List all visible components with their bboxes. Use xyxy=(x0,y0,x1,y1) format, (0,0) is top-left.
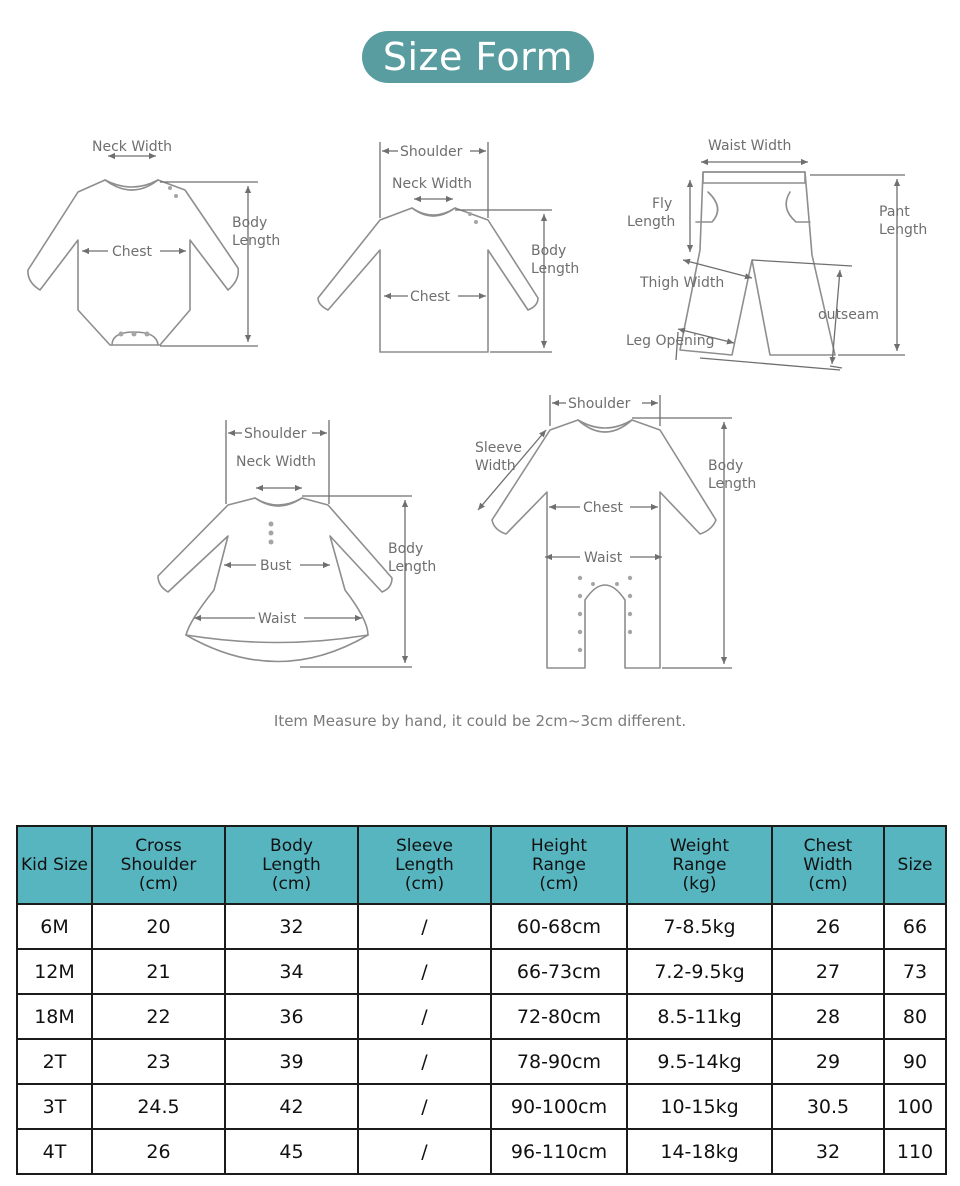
table-cell: 80 xyxy=(884,994,946,1039)
dress-length-label: Length xyxy=(388,559,437,575)
tshirt-body-label: Body xyxy=(531,243,567,259)
table-cell: 18M xyxy=(17,994,92,1039)
table-cell: / xyxy=(358,1129,491,1174)
col-chest-width: Chest Width (cm) xyxy=(772,826,884,904)
table-cell: 32 xyxy=(225,904,358,949)
table-row xyxy=(17,949,946,994)
table-cell: 96-110cm xyxy=(491,1129,627,1174)
pants-fly-label: Fly xyxy=(652,196,673,212)
table-cell: / xyxy=(358,904,491,949)
col-weight-range: Weight Range (kg) xyxy=(627,826,772,904)
table-cell: 90 xyxy=(884,1039,946,1084)
pants-thigh-width-label: Thigh Width xyxy=(640,275,725,291)
table-header-row xyxy=(17,826,946,904)
bodysuit-chest-label: Chest xyxy=(112,244,153,260)
table-cell: 6M xyxy=(17,904,92,949)
table-row xyxy=(17,1039,946,1084)
page-title: Size Form xyxy=(362,31,594,83)
tshirt-chest-label: Chest xyxy=(410,289,451,305)
table-cell: 78-90cm xyxy=(491,1039,627,1084)
table-cell: 36 xyxy=(225,994,358,1039)
table-cell: 34 xyxy=(225,949,358,994)
bodysuit-neck-width-label: Neck Width xyxy=(92,139,173,155)
table-cell: / xyxy=(358,949,491,994)
table-cell: 23 xyxy=(92,1039,225,1084)
pants-fly-length-label: Length xyxy=(627,214,676,230)
col-cross-shoulder: Cross Shoulder (cm) xyxy=(92,826,225,904)
romper-shoulder-label: Shoulder xyxy=(568,396,631,412)
dress-body-label: Body xyxy=(388,541,424,557)
table-cell: 72-80cm xyxy=(491,994,627,1039)
dress-bust-label: Bust xyxy=(260,558,292,574)
table-cell: 3T xyxy=(17,1084,92,1129)
pants-pant-label: Pant xyxy=(879,204,910,220)
table-cell: 90-100cm xyxy=(491,1084,627,1129)
romper-width-label: Width xyxy=(475,458,516,474)
pants-pant-length-label: Length xyxy=(879,222,928,238)
table-cell: 30.5 xyxy=(772,1084,884,1129)
table-cell: 66 xyxy=(884,904,946,949)
table-cell: 39 xyxy=(225,1039,358,1084)
table-cell: / xyxy=(358,1039,491,1084)
table-cell: 45 xyxy=(225,1129,358,1174)
table-cell: 20 xyxy=(92,904,225,949)
table-cell: 8.5-11kg xyxy=(627,994,772,1039)
table-cell: 7.2-9.5kg xyxy=(627,949,772,994)
tshirt-neck-width-label: Neck Width xyxy=(392,176,473,192)
dress-diagram xyxy=(158,420,436,667)
measurement-note: Item Measure by hand, it could be 2cm~3cm different. xyxy=(273,712,687,730)
pants-waist-width-label: Waist Width xyxy=(708,138,792,154)
table-row xyxy=(17,1129,946,1174)
tshirt-shoulder-label: Shoulder xyxy=(400,144,463,160)
bodysuit-diagram xyxy=(28,139,280,346)
tshirt-length-label: Length xyxy=(531,261,580,277)
table-cell: 27 xyxy=(772,949,884,994)
pants-outseam-label: outseam xyxy=(818,307,880,323)
romper-waist-label: Waist xyxy=(584,550,623,566)
col-body-length: Body Length (cm) xyxy=(225,826,358,904)
col-height-range: Height Range (cm) xyxy=(491,826,627,904)
romper-body-label: Body xyxy=(708,458,744,474)
table-cell: 29 xyxy=(772,1039,884,1084)
table-cell: 26 xyxy=(92,1129,225,1174)
table-row xyxy=(17,1084,946,1129)
table-cell: 10-15kg xyxy=(627,1084,772,1129)
table-cell: 7-8.5kg xyxy=(627,904,772,949)
romper-chest-label: Chest xyxy=(583,500,624,516)
table-cell: / xyxy=(358,994,491,1039)
romper-diagram xyxy=(475,395,756,668)
table-cell: 22 xyxy=(92,994,225,1039)
table-cell: / xyxy=(358,1084,491,1129)
size-table xyxy=(16,825,947,1175)
bodysuit-length-label: Length xyxy=(232,233,281,249)
table-cell: 12M xyxy=(17,949,92,994)
col-sleeve-length: Sleeve Length (cm) xyxy=(358,826,491,904)
pants-leg-opening-label: Leg Opening xyxy=(626,333,715,349)
table-cell: 21 xyxy=(92,949,225,994)
dress-waist-label: Waist xyxy=(258,611,297,627)
romper-length-label: Length xyxy=(708,476,757,492)
table-cell: 60-68cm xyxy=(491,904,627,949)
table-cell: 32 xyxy=(772,1129,884,1174)
table-cell: 2T xyxy=(17,1039,92,1084)
dress-neck-width-label: Neck Width xyxy=(236,454,317,470)
table-cell: 4T xyxy=(17,1129,92,1174)
col-size: Size xyxy=(884,826,946,904)
col-kid-size: Kid Size xyxy=(17,826,92,904)
table-cell: 28 xyxy=(772,994,884,1039)
table-cell: 100 xyxy=(884,1084,946,1129)
table-cell: 110 xyxy=(884,1129,946,1174)
table-cell: 66-73cm xyxy=(491,949,627,994)
dress-shoulder-label: Shoulder xyxy=(244,426,307,442)
table-row xyxy=(17,994,946,1039)
pants-diagram xyxy=(626,138,927,370)
table-row xyxy=(17,904,946,949)
bodysuit-body-label: Body xyxy=(232,215,268,231)
table-cell: 73 xyxy=(884,949,946,994)
table-cell: 9.5-14kg xyxy=(627,1039,772,1084)
tshirt-diagram xyxy=(318,142,579,352)
table-cell: 26 xyxy=(772,904,884,949)
romper-sleeve-label: Sleeve xyxy=(475,440,522,456)
table-cell: 42 xyxy=(225,1084,358,1129)
measurement-diagrams xyxy=(0,100,960,720)
table-cell: 14-18kg xyxy=(627,1129,772,1174)
table-cell: 24.5 xyxy=(92,1084,225,1129)
